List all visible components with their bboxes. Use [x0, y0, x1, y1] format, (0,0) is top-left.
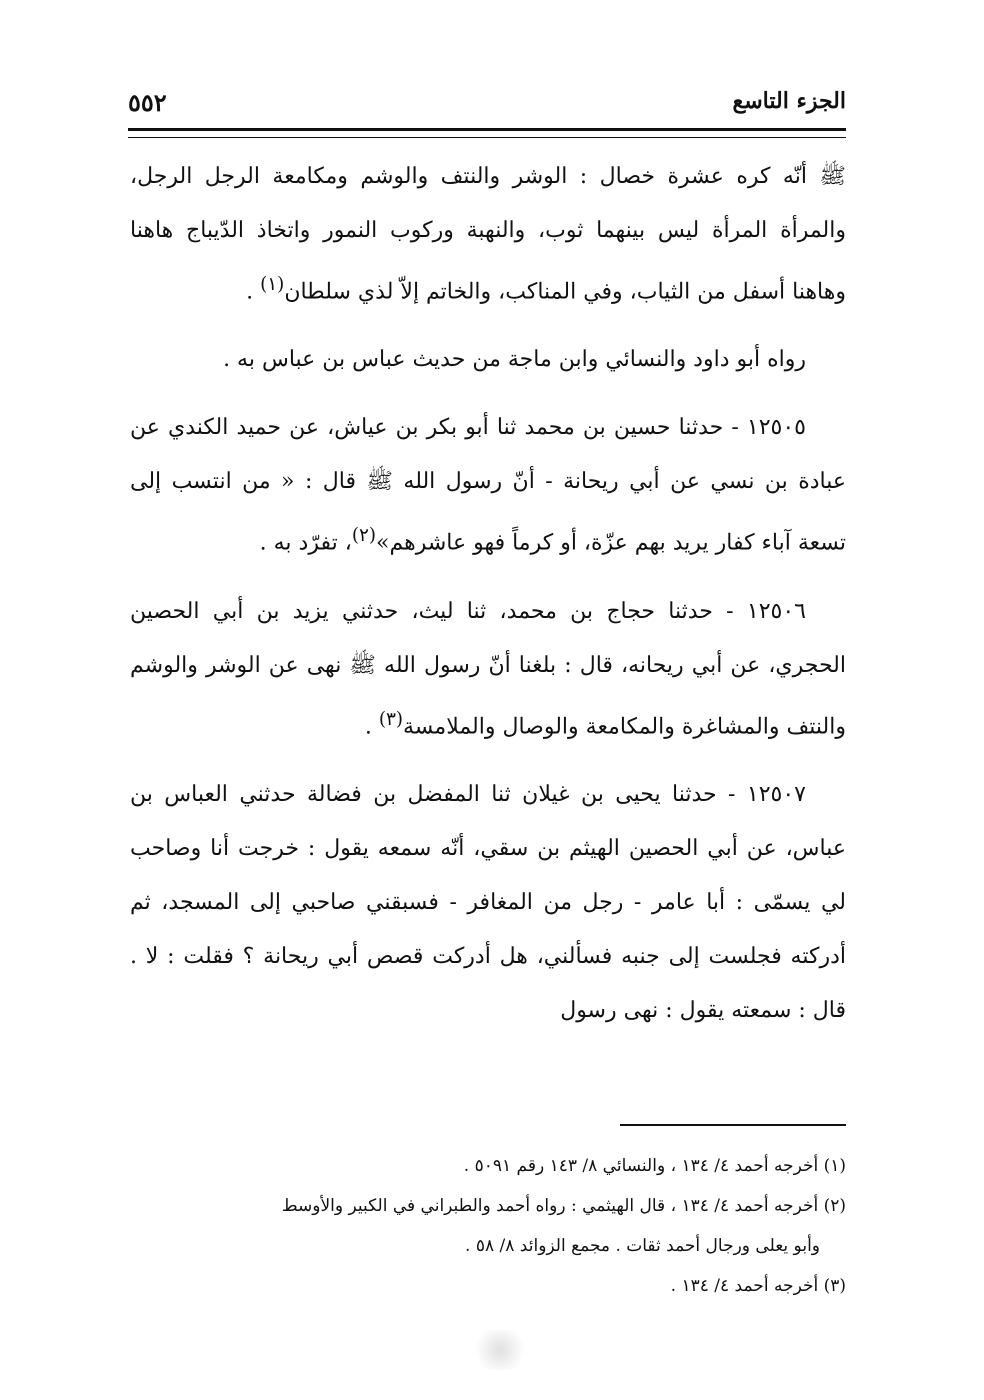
footnote: (١) أخرجه أحمد ٤/ ١٣٤ ، والنسائي ٨/ ١٤٣ رقم ٥٠٩١ .: [463, 1156, 846, 1176]
footnote: (٢) أخرجه أحمد ٤/ ١٣٤ ، قال الهيثمي : رواه أحمد والطبراني في الكبير والأوسط: [281, 1196, 846, 1216]
footnote-ref: (٣): [378, 708, 403, 730]
page-header: [128, 82, 846, 122]
paragraph-text: ١٢٥٠٥ - حدثنا حسين بن محمد ثنا أبو بكر بن عياش، عن حميد الكندي عن عبادة بن نسي عن أبي ريحانة - أنّ رسول الله ﷺ قال : « من انتسب إلى تسعة آباء كفار يريد بهم عزّة، أو كرماً فهو عاشرهم»: [130, 415, 846, 556]
footnote-ref: (١): [260, 274, 285, 295]
paragraph-text: ١٢٥٠٧ - حدثنا يحيى بن غيلان ثنا المفضل بن فضالة حدثني العباس بن عباس، عن أبي الحصين الهيثم بن سقي، أنّه سمعه يقول : خرجت أنا وصاحب لي يسمّى : أبا عامر - رجل من المغافر - فسبقني صاحبي إلى المسجد، ثم أدركته فجلست إلى جنبه فسألني، هل أدركت قصص أبي ريحانة ؟ فقلت : لا . قال : سمعته يقول : نهى رسول: [130, 781, 846, 1023]
footnotes: [130, 1146, 846, 1306]
footnote-continuation: وأبو يعلى ورجال أحمد ثقات . مجمع الزوائد ٨/ ٥٨ .: [465, 1236, 820, 1256]
paragraph-text: رواه أبو داود والنسائي وابن ماجة من حديث عباس بن عباس به .: [223, 347, 806, 373]
hadith-paragraph: [130, 401, 846, 570]
scan-speckle: [470, 1330, 530, 1370]
header-rule: [128, 128, 846, 138]
running-title: الجزء التاسع: [732, 88, 846, 114]
footnote-separator: [620, 1124, 846, 1126]
hadith-paragraph: [130, 585, 846, 754]
paragraph-end: .: [364, 713, 379, 739]
paragraph-text: ﷺ أنّه كره عشرة خصال : الوشر والنتف والوشم ومكامعة الرجل الرجل، والمرأة المرأة ليس بينهما ثوب، والنهبة وركوب النمور واتخاذ الدّيباج هاهنا وهاهنا أسفل من الثياب، وفي المناكب، والخاتم إلاّ لذي سلطان: [130, 164, 846, 305]
paragraph-end: .: [246, 279, 261, 305]
paragraph: [130, 150, 846, 319]
paragraph: [130, 333, 846, 387]
page-number: ٥٥٢: [128, 88, 167, 117]
paragraph-text: ١٢٥٠٦ - حدثنا حجاج بن محمد، ثنا ليث، حدثني يزيد بن أبي الحصين الحجري، عن أبي ريحانه، قال : بلغنا أنّ رسول الله ﷺ نهى عن الوشر والوشم والنتف والمشاغرة والمكامعة والوصال والملامسة: [130, 598, 846, 739]
paragraph-end: ، تفرّد به .: [259, 530, 352, 556]
hadith-paragraph: [130, 768, 846, 1038]
footnote: (٣) أخرجه أحمد ٤/ ١٣٤ .: [670, 1276, 846, 1296]
main-text: [130, 150, 846, 1052]
footnote-ref: (٢): [351, 525, 376, 547]
